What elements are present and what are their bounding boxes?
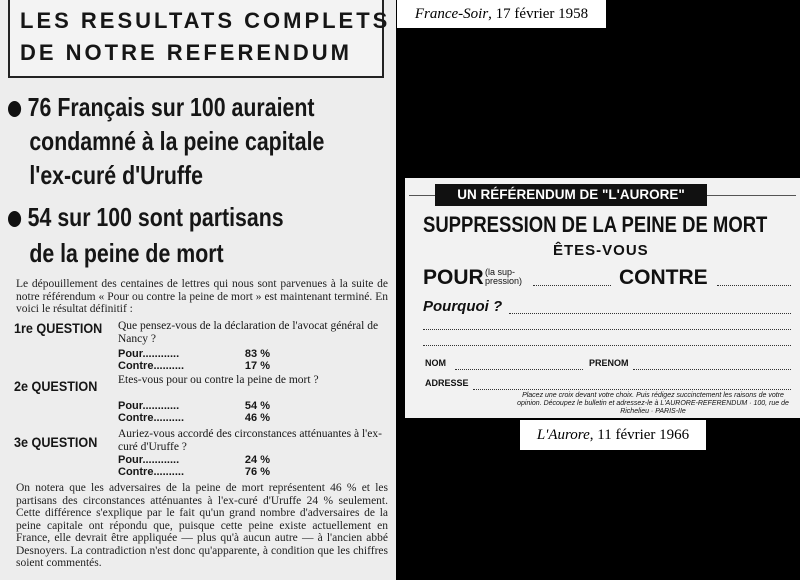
- aurore-banner: UN RÉFÉRENDUM DE "L'AURORE": [435, 184, 707, 206]
- question-1-pour-row: [118, 348, 270, 360]
- question-2-label: 2e QUESTION: [14, 378, 98, 394]
- france-soir-clipping: [0, 0, 396, 580]
- contre-value: 46 %: [244, 412, 270, 424]
- question-1-label: 1re QUESTION: [14, 320, 103, 336]
- nom-dotted-line: [455, 368, 583, 370]
- caption-aurore: [520, 420, 706, 450]
- paren-line-2: pression): [485, 276, 523, 286]
- bullet-icon: [8, 101, 21, 117]
- headline-2-line-1: [8, 200, 284, 234]
- contre-value: 76 %: [244, 466, 270, 478]
- question-1-text: Que pensez-vous de la déclaration de l'avocat général de Nancy ?: [118, 320, 379, 345]
- pour-option: POUR: [423, 266, 484, 289]
- paren-line-1: (la sup-: [485, 267, 516, 277]
- caption-france-soir-date: , 17 février 1958: [488, 6, 589, 22]
- headline-1-line-3: l'ex-curé d'Uruffe: [29, 160, 203, 190]
- aurore-question: ÊTES-VOUS: [553, 242, 649, 259]
- contre-option: CONTRE: [619, 266, 708, 289]
- pour-label: Pour............: [118, 348, 180, 360]
- intro-paragraph: Le dépouillement des centaines de lettres qui nous sont parvenues à la suite de notre référendum « Pour ou contre la peine de mort » est maintenant terminé. En voici le résultat définitif :: [16, 278, 388, 315]
- question-3-pour-row: [118, 454, 270, 466]
- bullet-icon: [8, 211, 21, 227]
- pour-dotted-line: [533, 284, 611, 286]
- question-3-text: Auriez-vous accordé des circonstances atténuantes à l'ex-curé d'Uruffe ?: [118, 428, 382, 453]
- header-line-2: DE NOTRE REFERENDUM: [20, 40, 353, 65]
- question-2-text: Etes-vous pour ou contre la peine de mort ?: [118, 374, 319, 386]
- aurore-instructions: Placez une croix devant votre choix. Puis rédigez succinctement les raisons de votre opinion. Découpez le bulletin et adressez-le à L'AURORE-REFERENDUM · 100, rue de Richelieu · PARIS-IIe: [517, 392, 789, 415]
- pourquoi-label: Pourquoi ?: [423, 298, 503, 315]
- contre-label: Contre..........: [118, 360, 185, 372]
- headline-1-line-2: condamné à la peine capitale: [29, 126, 325, 156]
- question-3-contre-row: [118, 466, 270, 478]
- pour-label: Pour............: [118, 400, 180, 412]
- caption-france-soir: [397, 0, 606, 28]
- pourquoi-dotted-line: [509, 312, 791, 314]
- question-2-pour-row: [118, 400, 270, 412]
- pour-label: Pour............: [118, 454, 180, 466]
- contre-label: Contre..........: [118, 412, 185, 424]
- contre-dotted-line: [717, 284, 791, 286]
- pour-value: 54 %: [244, 400, 270, 412]
- caption-france-soir-source: France-Soir: [414, 6, 489, 22]
- conclusion-paragraph: On notera que les adversaires de la peine de mort représentent 46 % et les partisans des circonstances atténuantes à l'ex-curé d'Uruffe 24 % seulement. Cette différence s'explique par le fait qu'un grand nombre d'adversaires de la peine capitale ont répondu que, puisque cette peine existe actuellement en France, elle devrait être appliquée — plus qu'à aucun autre — à l'ancien abbé Desnoyers. La contradiction n'est donc qu'apparente, à condition que les chiffres soient commentés.: [16, 482, 388, 569]
- caption-aurore-source: L'Aurore: [536, 427, 590, 443]
- question-2-contre-row: [118, 412, 270, 424]
- headline-1-line-1: [8, 90, 314, 124]
- pour-value: 24 %: [244, 454, 270, 466]
- adresse-dotted-line: [473, 388, 791, 390]
- france-soir-header-box: [8, 0, 391, 78]
- aurore-title: SUPPRESSION DE LA PEINE DE MORT: [423, 212, 768, 237]
- aurore-clipping: [405, 178, 800, 418]
- headline-1-text-1: 76 Français sur 100 auraient: [27, 92, 315, 122]
- adresse-label: ADRESSE: [425, 378, 469, 388]
- caption-aurore-date: , 11 février 1966: [589, 427, 690, 443]
- header-line-1: LES RESULTATS COMPLETS: [20, 8, 391, 33]
- answer-dotted-line: [423, 344, 791, 346]
- question-3-label: 3e QUESTION: [14, 434, 98, 450]
- pour-parenthetical: [485, 268, 522, 286]
- headline-2-text-1: 54 sur 100 sont partisans: [27, 202, 284, 232]
- contre-label: Contre..........: [118, 466, 185, 478]
- contre-value: 17 %: [244, 360, 270, 372]
- nom-label: NOM: [425, 358, 446, 368]
- prenom-dotted-line: [633, 368, 791, 370]
- headline-2-line-2: de la peine de mort: [29, 238, 224, 268]
- pour-value: 83 %: [244, 348, 270, 360]
- answer-dotted-line: [423, 328, 791, 330]
- prenom-label: PRENOM: [589, 358, 629, 368]
- question-1-contre-row: [118, 360, 270, 372]
